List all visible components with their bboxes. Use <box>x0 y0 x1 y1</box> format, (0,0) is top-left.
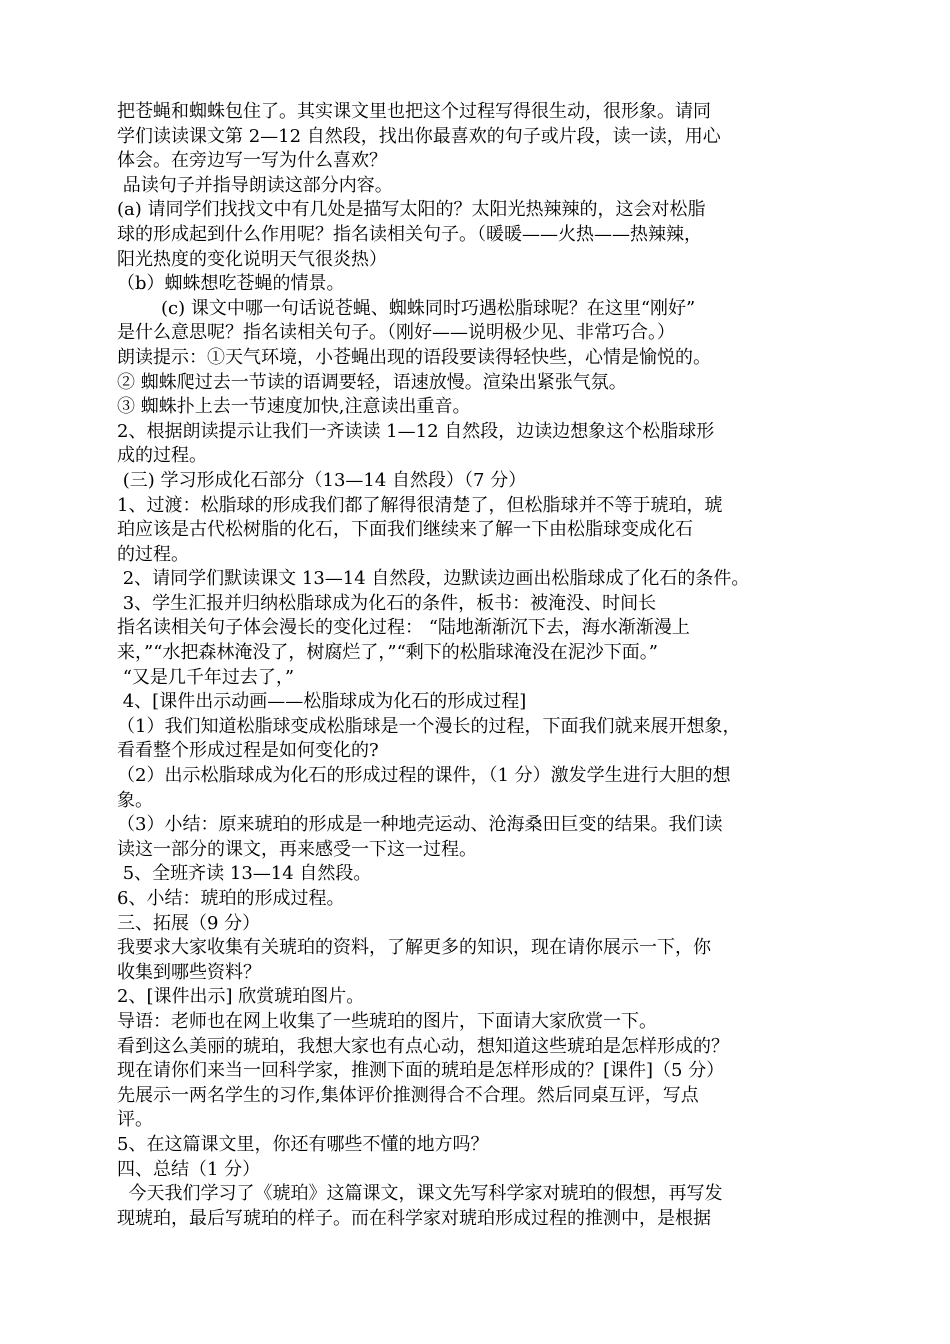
text-line: 导语：老师也在网上收集了一些琥珀的图片，下面请大家欣赏一下。 <box>117 1010 657 1032</box>
text-line: （b）蜘蛛想吃苍蝇的情景。 <box>117 273 345 295</box>
text-line: (a) 请同学们找找文中有几处是描写太阳的？太阳光热辣辣的，这会对松脂 <box>117 199 706 221</box>
text-line: 现琥珀，最后写琥珀的样子。而在科学家对琥珀形成过程的推测中，是根据 <box>117 1207 711 1229</box>
text-line: 今天我们学习了《琥珀》这篇课文，课文先写科学家对琥珀的假想，再写发 <box>117 1183 723 1205</box>
text-line: 3、学生汇报并归纳松脂球成为化石的条件，板书：被淹没、时间长 <box>117 592 657 614</box>
text-line: 5、全班齐读 13—14 自然段。 <box>117 863 372 885</box>
text-line: 来，”“水把森林淹没了，树腐烂了，”“剩下的松脂球淹没在泥沙下面。” <box>117 642 659 664</box>
section-heading: 三、拓展（9 分） <box>117 912 261 934</box>
text-line: （3）小结：原来琥珀的形成是一种地壳运动、沧海桑田巨变的结果。我们读 <box>117 814 723 836</box>
text-line: 5、在这篇课文里，你还有哪些不懂的地方吗？ <box>117 1133 489 1155</box>
text-line: ③ 蜘蛛扑上去一节速度加快,注意读出重音。 <box>117 396 471 418</box>
text-line: 的过程。 <box>117 543 189 565</box>
text-line: 2、请同学们默读课文 13—14 自然段，边默读边画出松脂球成了化石的条件。 <box>117 568 750 590</box>
text-line: 1、过渡：松脂球的形成我们都了解得很清楚了，但松脂球并不等于琥珀，琥 <box>117 494 723 516</box>
section-heading: 四、总结（1 分） <box>117 1158 261 1180</box>
text-line: （1）我们知道松脂球变成松脂球是一个漫长的过程，下面我们就来展开想象， <box>117 715 741 737</box>
section-heading: (三) 学习形成化石部分（13—14 自然段）（7 分） <box>117 469 527 491</box>
text-line: 读这一部分的课文，再来感受一下这一过程。 <box>117 838 477 860</box>
text-line: 珀应该是古代松树脂的化石，下面我们继续来了解一下由松脂球变成化石 <box>117 519 693 541</box>
text-line: 指名读相关句子体会漫长的变化过程： “陆地渐渐沉下去，海水渐渐漫上 <box>117 617 690 639</box>
text-line: 阳光热度的变化说明天气很炎热） <box>117 248 387 270</box>
text-line: 看到这么美丽的琥珀，我想大家也有点心动，想知道这些琥珀是怎样形成的？ <box>117 1035 729 1057</box>
text-line: 评。 <box>117 1109 153 1131</box>
document-body <box>117 100 837 1231</box>
text-line: 象。 <box>117 789 153 811</box>
text-line: 朗读提示：①天气环境，小苍蝇出现的语段要读得轻快些，心情是愉悦的。 <box>117 346 711 368</box>
text-line: 品读句子并指导朗读这部分内容。 <box>117 174 393 196</box>
text-line: 把苍蝇和蜘蛛包住了。其实课文里也把这个过程写得很生动，很形象。请同 <box>117 101 711 122</box>
text-line: 现在请你们来当一回科学家，推测下面的琥珀是怎样形成的？[课件]（5 分） <box>117 1060 725 1082</box>
text-line: 先展示一两名学生的习作,集体评价推测得合不合理。然后同桌互评，写点 <box>117 1084 699 1106</box>
text-line: 成的过程。 <box>117 445 207 467</box>
text-line: 我要求大家收集有关琥珀的资料，了解更多的知识，现在请你展示一下，你 <box>117 937 711 959</box>
text-line: 6、小结：琥珀的形成过程。 <box>117 888 345 909</box>
text-line: 收集到哪些资料？ <box>117 961 261 983</box>
text-line: 体会。在旁边写一写为什么喜欢？ <box>117 150 387 172</box>
text-line: 4、[课件出示动画——松脂球成为化石的形成过程] <box>117 691 527 713</box>
text-line: (c) 课文中哪一句话说苍蝇、蜘蛛同时巧遇松脂球呢？在这里“刚好” <box>161 297 696 319</box>
text-line: 看看整个形成过程是如何变化的? <box>117 740 379 762</box>
text-line: 球的形成起到什么作用呢？指名读相关句子。（暖暖——火热——热辣辣， <box>117 223 702 245</box>
text-line: “又是几千年过去了，” <box>117 666 295 688</box>
text-line: 学们读读课文第 2—12 自然段，找出你最喜欢的句子或片段，读一读，用心 <box>117 125 721 147</box>
text-line: 2、[课件出示] 欣赏琥珀图片。 <box>117 986 365 1008</box>
text-line: 2、根据朗读提示让我们一齐读读 1—12 自然段，边读边想象这个松脂球形 <box>117 420 715 442</box>
text-line: 是什么意思呢？指名读相关句子。（刚好——说明极少见、非常巧合。） <box>117 322 675 344</box>
text-line: （2）出示松脂球成为化石的形成过程的课件，（1 分）激发学生进行大胆的想 <box>117 765 731 787</box>
text-line: ② 蜘蛛爬过去一节读的语调要轻，语速放慢。渲染出紧张气氛。 <box>117 371 627 393</box>
